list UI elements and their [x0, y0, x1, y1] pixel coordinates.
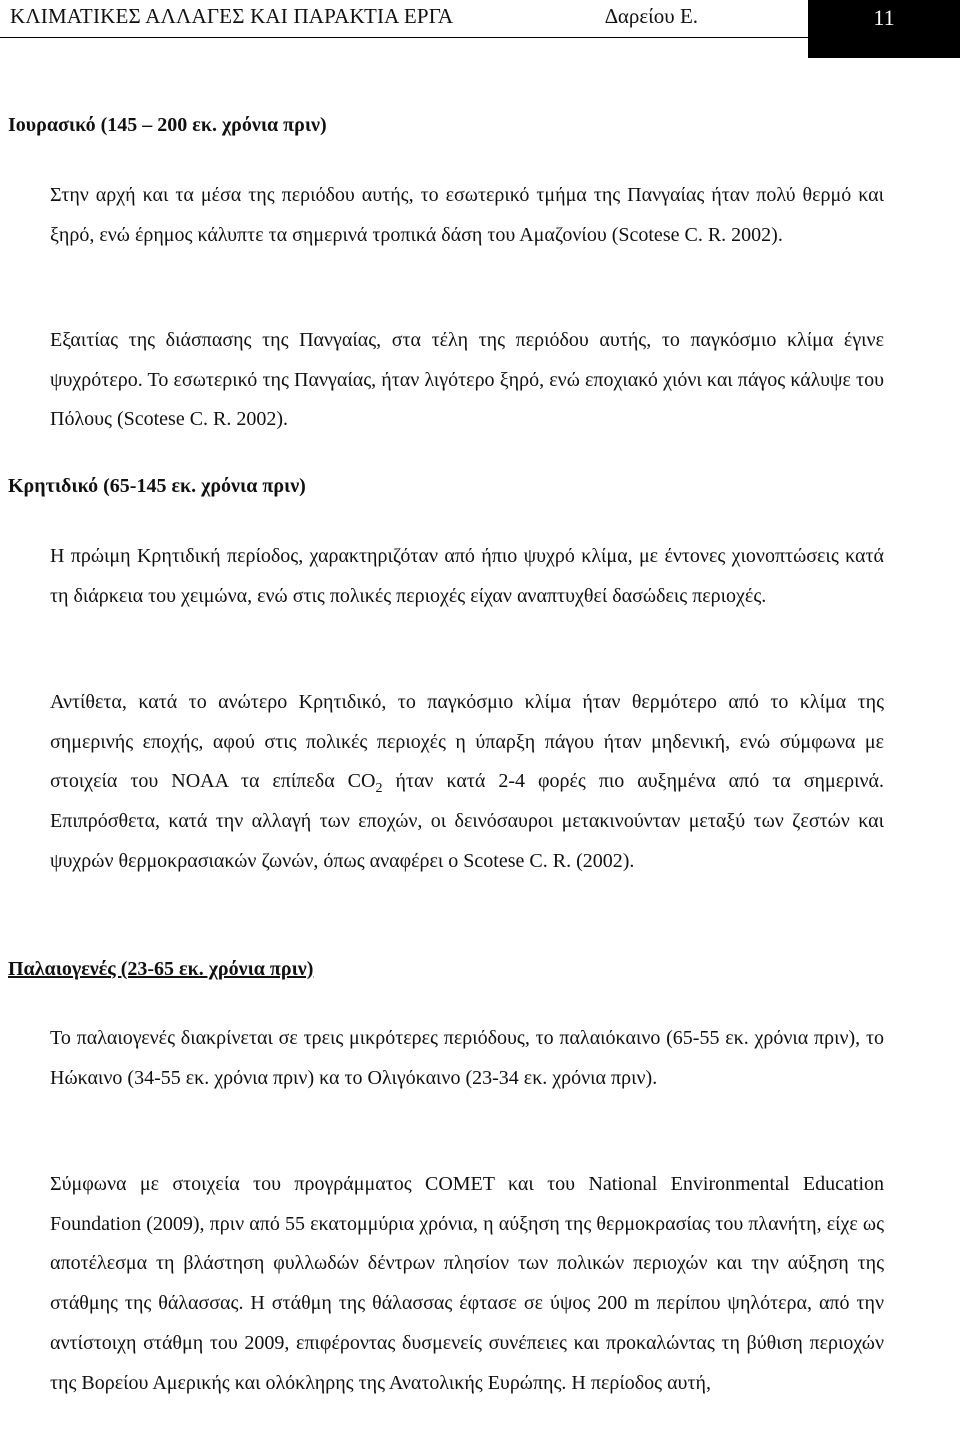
paragraph-cretaceous-2 — [50, 683, 884, 882]
paragraph-text: ήταν κατά 2-4 φορές πιο αυξημένα από τα σημερινά. Επιπρόσθετα, κατά την αλλαγή των εποχών, οι δεινόσαυροι μετακινούνταν μεταξύ των ζεστών και ψυχρών θερμοκρασιακών ζωνών, όπως αναφέρει ο Scotese C. R. (2002). — [50, 770, 884, 872]
section-heading-jurassic: Ιουρασικό (145 – 200 εκ. χρόνια πριν) — [8, 114, 327, 136]
paragraph-jurassic-2: Εξαιτίας της διάσπασης της Πανγαίας, στα τέλη της περιόδου αυτής, το παγκόσμιο κλίμα έγινε ψυχρότερο. Το εσωτερικό της Πανγαίας, ήταν λιγότερο ξηρό, ενώ εποχιακό χιόνι και πάγος κάλυψε του Πόλους (Scotese C. R. 2002). — [50, 329, 884, 431]
paragraph-paleogene-1: Το παλαιογενές διακρίνεται σε τρεις μικρότερες περιόδους, το παλαιόκαινο (65-55 εκ. χρόνια πριν), το Ηώκαινο (34-55 εκ. χρόνια πριν) κα το Ολιγόκαινο (23-34 εκ. χρόνια πριν). — [50, 1027, 884, 1089]
paragraph-paleogene-2: Σύμφωνα με στοιχεία του προγράμματος COMET και του National Environmental Education Foundation (2009), πριν από 55 εκατομμύρια χρόνια, η αύξηση της θερμοκρασίας του πλανήτη, είχε ως αποτέλεσμα τη βλάστηση φυλλωδών δέντρων πλησίον των πολικών περιοχών και την αύξηση της στάθμης της θάλασσας. Η στάθμη της θάλασσας έφτασε σε ύψος 200 m περίπου ψηλότερα, από την αντίστοιχη στάθμη του 2009, επιφέροντας δυσμενείς συνέπειες και προκαλώντας τη βύθιση περιοχών της Βορείου Αμερικής και ολόκληρης της Ανατολικής Ευρώπης. Η περίοδος αυτή, — [50, 1173, 884, 1394]
page-number: 11 — [873, 5, 895, 30]
paragraph-cretaceous-1: Η πρώιμη Κρητιδική περίοδος, χαρακτηριζόταν από ήπιο ψυχρό κλίμα, με έντονες χιονοπτώσεις κατά τη διάρκεια του χειμώνα, ενώ στις πολικές περιοχές είχαν αναπτυχθεί δασώδεις περιοχές. — [50, 545, 884, 607]
page-header — [0, 0, 960, 60]
page-number-box — [808, 0, 960, 58]
running-title: ΚΛΙΜΑΤΙΚΕΣ ΑΛΛΑΓΕΣ ΚΑΙ ΠΑΡΑΚΤΙΑ ΕΡΓΑ — [10, 4, 454, 28]
subscript-two: 2 — [375, 781, 383, 797]
section-heading-cretaceous: Κρητιδικό (65-145 εκ. χρόνια πριν) — [8, 475, 306, 497]
running-author: ∆αρείου Ε. — [605, 4, 699, 28]
paragraph-text: Αντίθετα, κατά το ανώτερο Κρητιδικό, το παγκόσμιο κλίμα ήταν θερμότερο από το κλίμα της σημερινής εποχής, αφού στις πολικές περιοχές η ύπαρξη πάγου ήταν μηδενική, ενώ σύμφωνα με στοιχεία του NOAA τα επίπεδα CO — [50, 691, 884, 793]
section-heading-paleogene: Παλαιογενές (23-65 εκ. χρόνια πριν) — [8, 958, 314, 980]
header-rule — [0, 37, 808, 38]
paragraph-jurassic-1: Στην αρχή και τα μέσα της περιόδου αυτής, το εσωτερικό τμήμα της Πανγαίας ήταν πολύ θερμό και ξηρό, ενώ έρημος κάλυπτε τα σημερινά τροπικά δάση του Αμαζονίου (Scotese C. R. 2002). — [50, 184, 884, 246]
